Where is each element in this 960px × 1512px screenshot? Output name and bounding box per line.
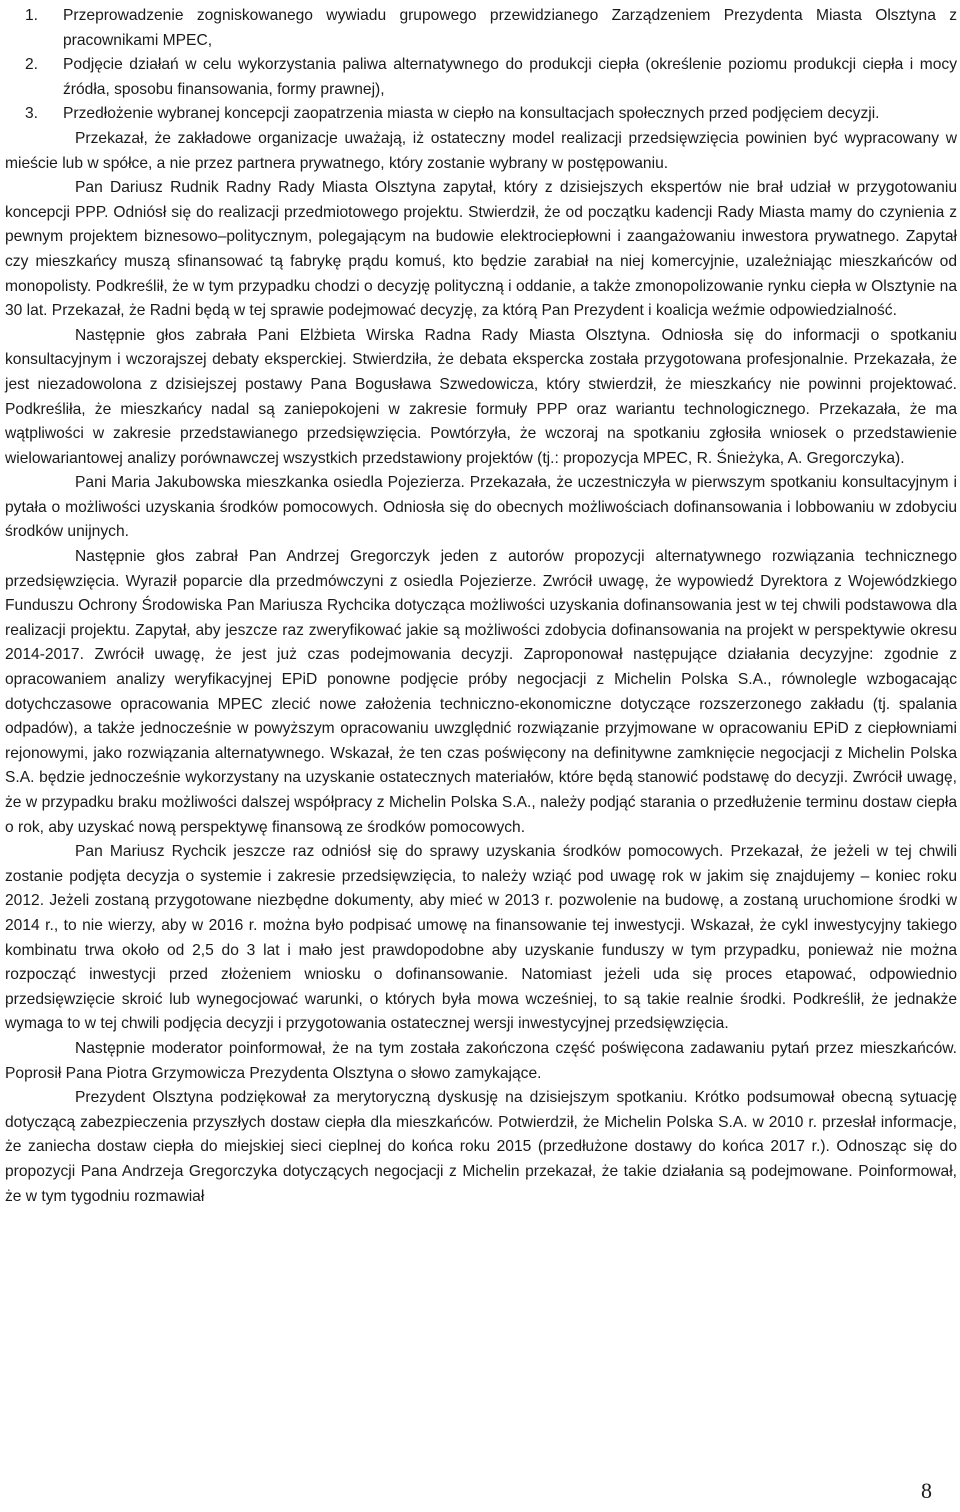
- list-number: 2.: [25, 56, 39, 74]
- paragraph: Prezydent Olsztyna podziękował za merytoryczną dyskusję na dzisiejszym spotkaniu. Krótko podsumował obecną sytuację dotyczącą zabezpieczenia przyszłych dostaw ciepła dla mieszkańców. Potwierdził, że Michelin Polska S.A. w 2010 r. przesłał informacje, że zaniecha dostaw ciepła do miejskiej sieci cieplnej do końca roku 2015 (przedłużone dostawy do końca 2017 r.). Odnosząc się do propozycji Pana Andrzeja Gregorczyka dotyczących negocjacji z Michelin przekazał, że takie działania są podejmowane. Poinformował, że w tym tygodniu rozmawiał: [5, 1089, 957, 1205]
- page-number: 8: [921, 1478, 932, 1503]
- paragraph: Następnie głos zabrała Pani Elżbieta Wirska Radna Rady Miasta Olsztyna. Odniosła się do informacji o spotkaniu konsultacyjnym i wczorajszej debaty eksperckiej. Stwierdziła, że debata ekspercka została przygotowana profesjonalnie. Przekazała, że jest niezadowolona z dzisiejszej postawy Pana Bogusława Szwedowicza, który stwierdził, że mieszkańcy nie powinni projektować. Podkreśliła, że mieszkańcy nadal są zaniepokojeni w zakresie formuły PPP oraz wariantu technologicznego. Przekazała, że ma wątpliwości w zakresie przedstawianego przedsięwzięcia. Powtórzyła, że wczoraj na spotkaniu zgłosiła wniosek o przedstawienie wielowariantowej analizy porównawczej wszystkich przedstawiony projektów (tj.: propozycja MPEC, R. Śnieżyka, A. Gregorczyka).: [5, 326, 957, 467]
- document-body: [5, 4, 957, 1209]
- paragraph: Następnie głos zabrał Pan Andrzej Gregorczyk jeden z autorów propozycji alternatywnego rozwiązania technicznego przedsięwzięcia. Wyraził poparcie dla przedmówczyni z osiedla Pojezierze. Zwrócił uwagę, że wypowiedź Dyrektora z Wojewódzkiego Funduszu Ochrony Środowiska Pan Mariusza Rychcika dotycząca możliwości uzyskania dofinansowania jest w tej chwili podstawowa dla realizacji projektu. Zapytał, aby jeszcze raz zweryfikować jakie są możliwości zdobycia dofinansowania na projekt w perspektywie okresu 2014-2017. Zwrócił uwagę, że jest już czas podejmowania decyzji. Zaproponował następujące działania decyzyjne: zgodnie z opracowaniem analizy weryfikacyjnej EPiD ponowne podjęcie próby negocjacji z Michelin Polska S.A., równolegle wzbogacając dotychczasowe opracowania MPEC zlecić nowe założenia techniczno-ekonomiczne dotyczące rozszerzonego zakładu (tj. spalania odpadów), a także jednocześnie w powyższym opracowaniu uwzględnić rozwiązanie przyjmowane w opracowaniu EPiD z ciepłowniami rejonowymi, jako rozwiązania alternatywnego. Wskazał, że ten czas poświęcony na definitywne zamknięcie negocjacji z Michelin Polska S.A. będzie jednocześnie wykorzystany na uzyskanie ostatecznych materiałów, które będą stanowić podstawę do decyzji. Zwrócił uwagę, że w przypadku braku możliwości dalszej współpracy z Michelin Polska S.A., należy podjąć starania o przedłużenie terminu dostaw ciepła o rok, aby uzyskać nową perspektywę finansową ze środków pomocowych.: [5, 548, 957, 836]
- list-text: Przeprowadzenie zogniskowanego wywiadu grupowego przewidzianego Zarządzeniem Prezydenta Miasta Olsztyna z pracownikami MPEC,: [63, 7, 957, 49]
- list-number: 1.: [25, 7, 39, 24]
- list-item: [5, 4, 957, 53]
- list-item: [5, 102, 957, 127]
- list-number: 3.: [25, 105, 39, 123]
- paragraph: Pani Maria Jakubowska mieszkanka osiedla Pojezierza. Przekazała, że uczestniczyła w pierwszym spotkaniu konsultacyjnym i pytała o możliwości uzyskania środków pomocowych. Odniosła się do obecnych możliwościach dofinansowania i lobbowaniu w zdobyciu środków unijnych.: [5, 474, 957, 541]
- paragraph: Pan Mariusz Rychcik jeszcze raz odniósł się do sprawy uzyskania środków pomocowych. Przekazał, że jeżeli w tej chwili zostanie podjęta decyzja o systemie i zakresie przedsięwzięcia, to należy wziąć pod uwagę rok w jakim się znajdujemy – koniec roku 2012. Jeżeli zostaną przygotowane niezbędne dokumenty, aby mieć w 2013 r. pozwolenie na budowę, a zostaną uruchomione środki w 2014 r., to nie wierzy, aby w 2016 r. można było podpisać umowę na finansowanie tej inwestycji. Wskazał, że cykl inwestycyjny takiego kombinatu trwa około od 2,5 do 3 lat i mało jest prawdopodobne aby uzyskanie funduszy w tym przypadku, ponieważ nie można rozpocząć inwestycji przed złożeniem wniosku o dofinansowanie. Natomiast jeżeli uda się proces etapować, odpowiednio przedsięwzięcie skroić lub wynegocjować warunki, o których była mowa wcześniej, to są takie realnie środki. Podkreślił, że jednakże wymaga to w tej chwili podjęcia decyzji i przygotowania ostatecznej wersji inwestycyjnej przedsięwzięcia.: [5, 843, 957, 1033]
- paragraph: Pan Dariusz Rudnik Radny Rady Miasta Olsztyna zapytał, który z dzisiejszych ekspertów nie brał udział w przygotowaniu koncepcji PPP. Odniósł się do realizacji przedmiotowego projektu. Stwierdził, że od początku kadencji Rady Miasta mamy do czynienia z pewnym projektem biznesowo–politycznym, polegającym na budowie elektrociepłowni i zaangażowaniu inwestora prywatnego. Zapytał czy mieszkańcy muszą sfinansować tą fabrykę prądu komuś, kto będzie zarabiał na niej komercyjnie, uzależniając mieszkańców od monopolisty. Podkreślił, że w tym przypadku chodzi o decyzję polityczną i oddanie, a także zmonopolizowanie rynku ciepła w Olsztynie na 30 lat. Przekazał, że Radni będą w tej sprawie podejmować decyzję, za którą Pan Prezydent i koalicja weźmie odpowiedzialność.: [5, 179, 957, 320]
- list-item: [5, 53, 957, 102]
- paragraph: Następnie moderator poinformował, że na tym została zakończona część poświęcona zadawaniu pytań przez mieszkańców. Poprosił Pana Piotra Grzymowicza Prezydenta Olsztyna o słowo zamykające.: [5, 1039, 957, 1082]
- list-text: Przedłożenie wybranej koncepcji zaopatrzenia miasta w ciepło na konsultacjach społecznych przed podjęciem decyzji.: [63, 105, 880, 123]
- paragraph: Przekazał, że zakładowe organizacje uważają, iż ostateczny model realizacji przedsięwzięcia powinien być wypracowany w mieście lub w spółce, a nie przez partnera prywatnego, który zostanie wybrany w postępowaniu.: [5, 129, 957, 172]
- list-text: Podjęcie działań w celu wykorzystania paliwa alternatywnego do produkcji ciepła (określenie poziomu produkcji ciepła i mocy źródła, sposobu finansowania, formy prawnej),: [63, 56, 957, 98]
